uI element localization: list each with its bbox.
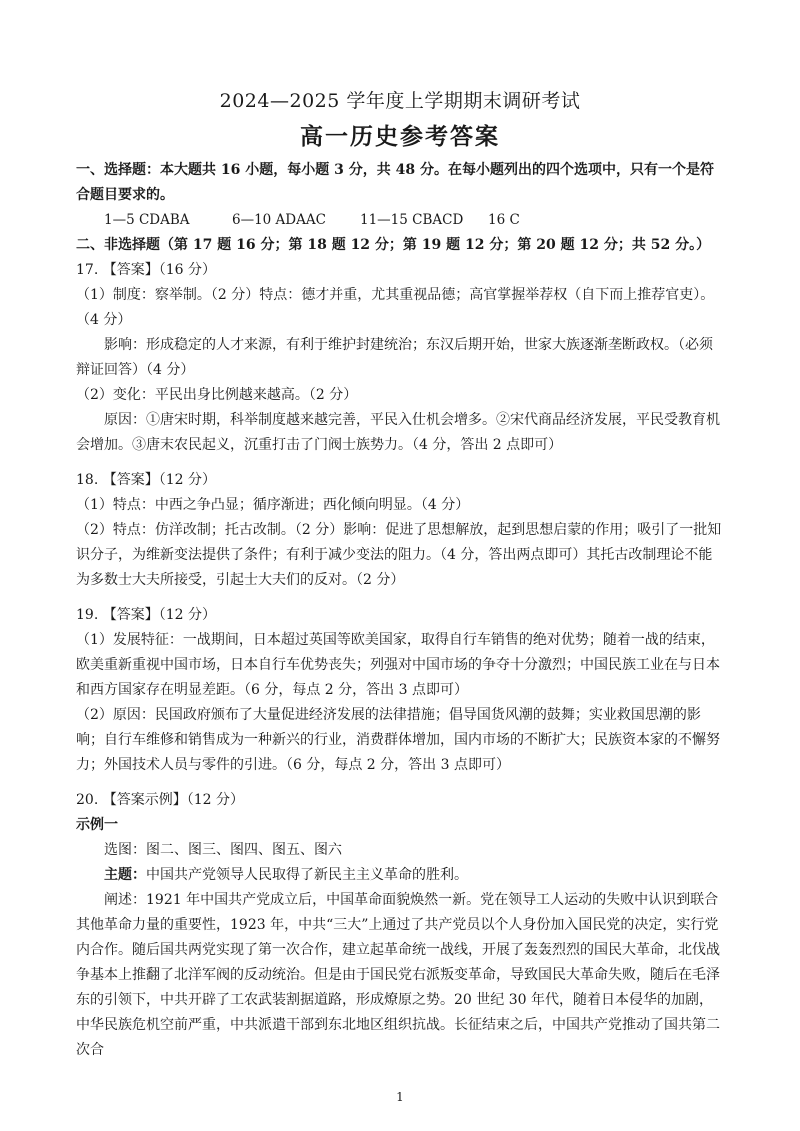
q20-elaboration: 阐述：1921 年中国共产党成立后，中国革命面貌焕然一新。党在领导工人运动的失败中认识到联合其他革命力量的重要性，1923 年，中共“三大”上通过了共产党员以个人身份加入国民党的决定，实行党内合作。随后国共两党实现了第一次合作，建立起革命统一战线，开展了轰轰烈烈的国民大革命，北伐战争基本上推翻了北洋军阀的反动统治。但是由于国民党右派叛变革命，导致国民大革命失败，随后在毛泽东的引领下，中共开辟了工农武装割据道路，形成燎原之势。20 世纪 30 年代，随着日本侵华的加剧，中华民族危机空前严重，中共派遣干部到东北地区组织抗战。长征结束之后，中国共产党推动了国共第二次合	[76, 892, 720, 1058]
page-number: 1	[396, 1090, 404, 1104]
section2-heading: 二、非选择题（第 17 题 16 分；第 18 题 12 分；第 19 题 12 分；第 20 题 12 分；共 52 分。）	[76, 237, 711, 253]
q17-impact: 影响：形成稳定的人才来源，有利于维护封建统治；东汉后期开始，世家大族逐渐垄断政权。（必须辩证回答）（4 分）	[76, 337, 713, 378]
choice-answers	[76, 208, 726, 233]
q17-part2: （2）变化：平民出身比例越来越高。（2 分）	[76, 387, 358, 403]
q20-heading: 20. 【答案示例】（12 分）	[76, 792, 244, 808]
q20-theme	[76, 863, 726, 888]
answer-content	[76, 158, 726, 1063]
q20-theme-text: 中国共产党领导人民取得了新民主主义革命的胜利。	[146, 867, 468, 883]
q17-part1: （1）制度：察举制。（2 分）特点：德才并重，尤其重视品德；高官掌握举荐权（自下而上推荐官吏）。（4 分）	[76, 287, 715, 328]
q20-example-label: 示例一	[76, 817, 118, 833]
q19-part2: （2）原因：民国政府颁布了大量促进经济发展的法律措施；倡导国货风潮的鼓舞；实业救国思潮的影响；自行车维修和销售成为一种新兴的行业，消费群体增加，国内市场的不断扩大；民族资本家的不懈努力；外国技术人员与零件的引进。（6 分，每点 2 分，答出 3 点即可）	[76, 707, 720, 773]
answer-key-title: 高一历史参考答案	[300, 123, 500, 150]
answer-group-2: 6—10 ADAAC	[232, 212, 326, 228]
q17-reasons: 原因：①唐宋时期，科举制度越来越完善，平民入仕机会增多。②宋代商品经济发展，平民受教育机会增加。③唐末农民起义，沉重打击了门阀士族势力。（4 分，答出 2 点即可）	[76, 412, 720, 453]
q19-part1: （1）发展特征：一战期间，日本超过英国等欧美国家，取得自行车销售的绝对优势；随着一战的结束，欧美重新重视中国市场，日本自行车优势丧失；列强对中国市场的争夺十分激烈；中国民族工业在与日本和西方国家存在明显差距。（6 分，每点 2 分，答出 3 点即可）	[76, 632, 720, 698]
q18-part1: （1）特点：中西之争凸显；循序渐进；西化倾向明显。（4 分）	[76, 497, 470, 513]
exam-title: 2024—2025 学年度上学期期末调研考试	[219, 90, 581, 112]
q18-heading: 18. 【答案】（12 分）	[76, 472, 216, 488]
q18-part2: （2）特点：仿洋改制；托古改制。（2 分）影响：促进了思想解放，起到思想启蒙的作用；吸引了一批知识分子，为维新变法提供了条件；有利于减少变法的阻力。（4 分，答出两点即可）其托古改制理论不能为多数士大夫所接受，引起士大夫们的反对。（2 分）	[76, 522, 722, 588]
answer-group-3: 11—15 CBACD	[360, 212, 464, 228]
q19-heading: 19. 【答案】（12 分）	[76, 607, 216, 623]
q20-choice: 选图：图二、图三、图四、图五、图六	[104, 842, 342, 858]
answer-group-1: 1—5 CDABA	[104, 212, 190, 228]
answer-group-4: 16 C	[488, 212, 520, 228]
q20-theme-label: 主题：	[104, 867, 146, 883]
section1-heading: 一、选择题：本大题共 16 小题，每小题 3 分，共 48 分。在每小题列出的四个选项中，只有一个是符合题目要求的。	[76, 162, 714, 203]
q17-heading: 17. 【答案】（16 分）	[76, 262, 216, 278]
